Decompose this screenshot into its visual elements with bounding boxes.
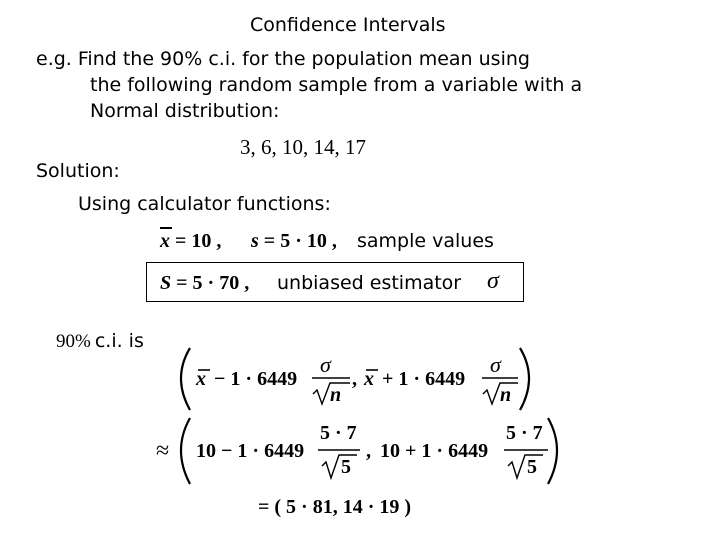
approx-symbol: ≈ <box>156 438 170 464</box>
xbar-symbol: x <box>160 230 170 252</box>
ci-l1-xbar-b: x <box>364 368 374 390</box>
ci-l2-comma: , <box>366 440 371 462</box>
ci-text: c.i. is <box>94 330 144 352</box>
ci-l1-root-n-b: n <box>500 384 512 406</box>
sample-values-label: sample values <box>357 230 494 252</box>
ci-l1-minus-z: − 1 · 6449 <box>214 368 298 390</box>
ci-l2-z-b: 1 · 6449 <box>421 440 489 462</box>
problem-line-3: Normal distribution: <box>90 100 280 122</box>
ci-l1-z-a: 1 · 6449 <box>230 368 298 390</box>
S-value: = 5 · 70 , <box>176 272 250 294</box>
ci-l2-mean-a: 10 <box>196 440 216 462</box>
sigma-symbol: σ <box>487 268 499 294</box>
ci-l1-root-n-a: n <box>330 384 342 406</box>
unbiased-label: unbiased estimator <box>277 272 462 294</box>
solution-heading: Solution: <box>36 160 120 182</box>
ci-l1-plus-z: + 1 · 6449 <box>382 368 466 390</box>
sample-data: 3, 6, 10, 14, 17 <box>240 135 366 159</box>
ci-l2-root-a: 5 <box>341 456 351 478</box>
problem-line-2: the following random sample from a variable with a <box>90 74 583 96</box>
page-title: Confidence Intervals <box>250 14 446 36</box>
ci-l1-sigma-b: σ <box>490 352 501 377</box>
ci-l2-z-a: 1 · 6449 <box>237 440 305 462</box>
ci-l2-left: 10 − 1 · 6449 <box>196 440 305 462</box>
xbar-value: = 10 , <box>175 230 222 252</box>
ci-l2-sigma-a: 5 · 7 <box>320 422 357 444</box>
ci-l1-z-b: 1 · 6449 <box>398 368 466 390</box>
S-symbol: S <box>160 272 172 294</box>
s-value: = 5 · 10 , <box>263 230 337 252</box>
ci-l1-sigma-a: σ <box>320 352 331 377</box>
s-symbol: s <box>251 230 259 252</box>
ci-l1-xbar-a: x <box>196 368 206 390</box>
problem-line-1: e.g. Find the 90% c.i. for the population mean using <box>36 48 530 70</box>
ci-percent: 90% <box>56 331 91 352</box>
final-result: = ( 5 · 81, 14 · 19 ) <box>258 496 412 518</box>
ci-l2-mean-b: 10 <box>380 440 400 462</box>
ci-l2-right: 10 + 1 · 6449 <box>380 440 489 462</box>
ci-l2-sigma-b: 5 · 7 <box>506 422 543 444</box>
solution-method: Using calculator functions: <box>78 193 331 215</box>
ci-l2-root-b: 5 <box>527 456 537 478</box>
ci-l1-comma: , <box>352 368 357 390</box>
